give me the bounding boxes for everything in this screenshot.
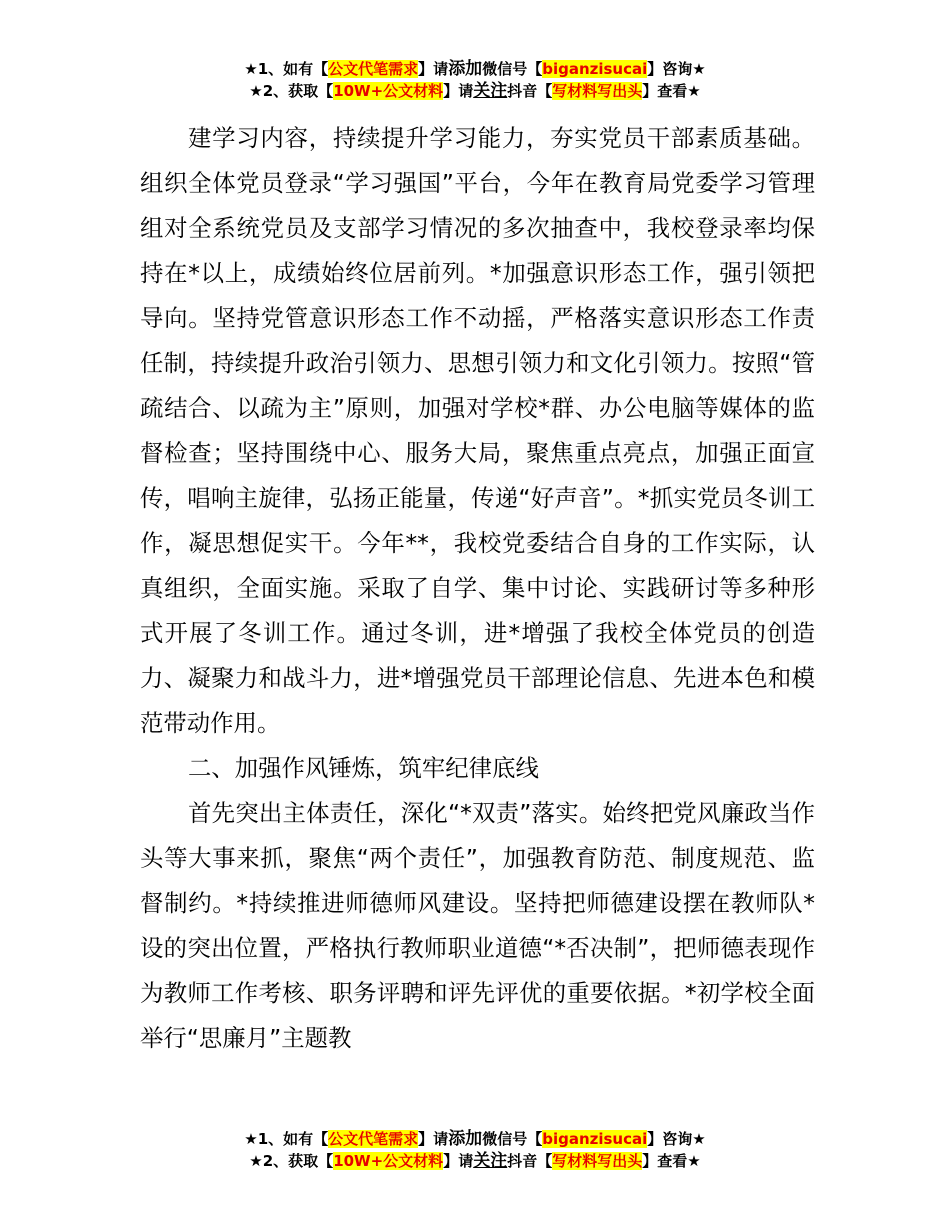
body-paragraph-2: 首先突出主体责任，深化“*双责”落实。始终把党风廉政当作头等大事来抓，聚焦“两个责任”，加强教育防范、制度规范、监督制约。*持续推进师德师风建设。坚持把师德建设摆在教师队*设的突出位置，严格执行教师职业道德“*否决制”，把师德表现作为教师工作考核、职务评聘和评先评优的重要依据。*初学校全面举行“思廉月”主题教 (140, 799, 815, 1052)
banner-text: 抖音【 (507, 82, 553, 100)
banner-text: 】咨询★ (647, 1130, 706, 1148)
banner-highlight: 写材料写出头 (552, 1152, 643, 1170)
banner-text: ★2、获取【 (249, 82, 334, 100)
header-banner (0, 58, 950, 102)
section-heading-2: 二、加强作风锤炼，筑牢纪律底线 (188, 754, 539, 782)
banner-line-1 (0, 1128, 950, 1150)
banner-line-2 (0, 80, 950, 102)
banner-text: 】请 (443, 82, 474, 100)
banner-text: 】请 (443, 1152, 474, 1170)
banner-text: 抖音【 (507, 1152, 553, 1170)
document-body (140, 116, 815, 1061)
banner-text: 】咨询★ (647, 60, 706, 78)
banner-text: 】查看★ (642, 1152, 701, 1170)
banner-highlight: 10W+公文材料 (333, 1152, 444, 1170)
banner-highlight: 写材料写出头 (552, 82, 643, 100)
banner-text: 】请 (418, 1130, 449, 1148)
banner-emphasis: 关注 (473, 81, 508, 101)
footer-banner (0, 1128, 950, 1172)
banner-text: 】查看★ (642, 82, 701, 100)
banner-line-2 (0, 1150, 950, 1172)
banner-text: 】请 (418, 60, 449, 78)
banner-highlight: 公文代笔需求 (328, 60, 419, 78)
banner-text: 微信号【 (482, 60, 543, 78)
banner-text: ★2、获取【 (249, 1152, 334, 1170)
banner-emphasis: 添加 (448, 59, 483, 79)
banner-highlight: biganzisucai (542, 60, 648, 78)
body-paragraph-1: 建学习内容，持续提升学习能力，夯实党员干部素质基础。组织全体党员登录“学习强国”平台，今年在教育局党委学习管理组对全系统党员及支部学习情况的多次抽查中，我校登录率均保持在*以上，成绩始终位居前列。*加强意识形态工作，强引领把导向。坚持党管意识形态工作不动摇，严格落实意识形态工作责任制，持续提升政治引领力、思想引领力和文化引领力。按照“管疏结合、以疏为主”原则，加强对学校*群、办公电脑等媒体的监督检查；坚持围绕中心、服务大局，聚焦重点亮点，加强正面宣传，唱响主旋律，弘扬正能量，传递“好声音”。*抓实党员冬训工作，凝思想促实干。今年**，我校党委结合自身的工作实际，认真组织，全面实施。采取了自学、集中讨论、实践研讨等多种形式开展了冬训工作。通过冬训，进*增强了我校全体党员的创造力、凝聚力和战斗力，进*增强党员干部理论信息、先进本色和模范带动作用。 (140, 124, 815, 737)
banner-highlight: 公文代笔需求 (328, 1130, 419, 1148)
banner-emphasis: 关注 (473, 1151, 508, 1171)
banner-text: ★1、如有【 (244, 1130, 329, 1148)
banner-text: ★1、如有【 (244, 60, 329, 78)
banner-line-1 (0, 58, 950, 80)
banner-text: 微信号【 (482, 1130, 543, 1148)
banner-emphasis: 添加 (448, 1129, 483, 1149)
banner-highlight: biganzisucai (542, 1130, 648, 1148)
banner-highlight: 10W+公文材料 (333, 82, 444, 100)
